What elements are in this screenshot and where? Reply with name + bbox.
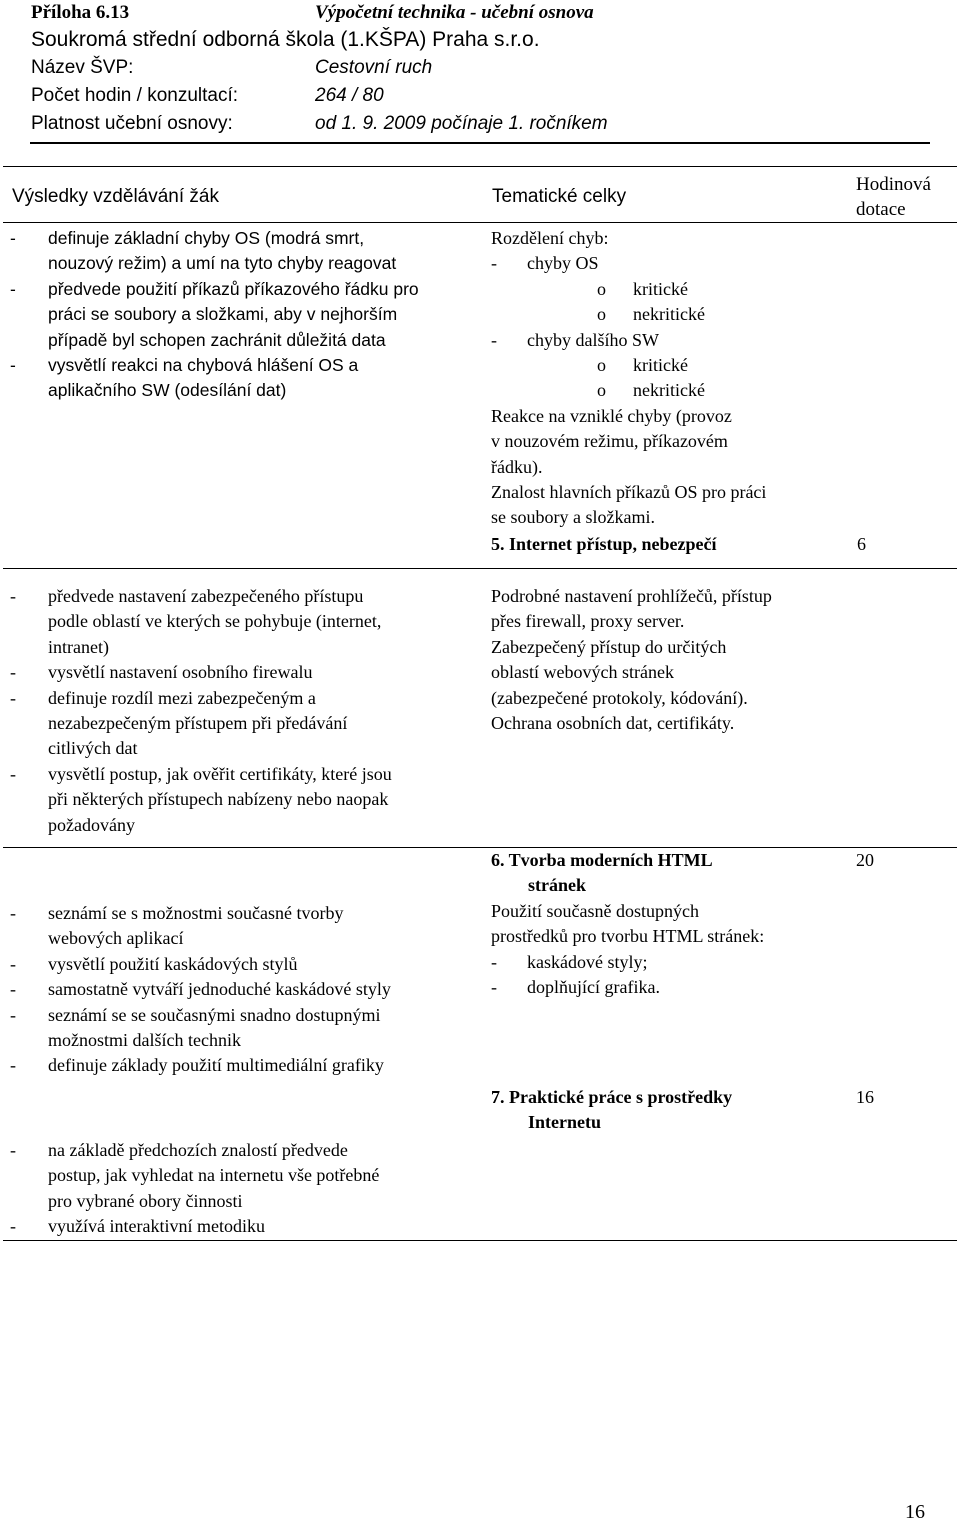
hours-header-line2: dotace xyxy=(856,199,906,220)
outcome-item: - definuje rozdíl mezi zabezpečeným a nezabezpečeným přístupem při předávání citlivých dat xyxy=(10,687,348,759)
section5-title: 5. Internet přístup, nebezpečí xyxy=(491,534,717,554)
hours-value: 264 / 80 xyxy=(315,85,384,106)
section6-border xyxy=(3,847,957,848)
svp-label: Název ŠVP: xyxy=(31,57,134,78)
section5-topics xyxy=(491,584,851,736)
section5-hours: 6 xyxy=(857,534,866,554)
outcome-item: - vysvětlí nastavení osobního firewalu xyxy=(10,662,313,683)
reaction-line: v nouzovém režimu, příkazovém xyxy=(491,431,728,452)
validity-value: od 1. 9. 2009 počínaje 1. ročníkem xyxy=(315,113,608,134)
outcome-item: - předvede použití příkazů příkazového řádku pro práci se soubory a složkami, aby v nejhorším případě byl schopen zachránit důležitá data xyxy=(10,278,419,350)
knowledge-line: se soubory a složkami. xyxy=(491,507,655,528)
reaction-line: řádku). xyxy=(491,456,543,477)
section5-border xyxy=(3,568,957,569)
course-title: Výpočetní technika - učební osnova xyxy=(315,2,594,23)
outcome-item: - definuje základy použití multimediální grafiky xyxy=(10,1055,384,1076)
school-name: Soukromá střední odborná škola (1.KŠPA) Praha s.r.o. xyxy=(31,28,540,51)
section6-title-line1: 6. Tvorba moderních HTML xyxy=(491,850,713,870)
topic-line: prostředků pro tvorbu HTML stránek: xyxy=(491,926,765,947)
topic-line: oblastí webových stránek xyxy=(491,662,674,683)
header-rule xyxy=(30,142,930,144)
outcome-item: - na základě předchozích znalostí předvede postup, jak vyhledat na internetu vše potřebné pro vybrané obory činnosti xyxy=(10,1140,380,1211)
outcome-item: - vysvětlí reakci na chybová hlášení OS a aplikačního SW (odesílání dat) xyxy=(10,355,359,401)
hours-label: Počet hodin / konzultací: xyxy=(31,85,239,106)
topic-line: Zabezpečený přístup do určitých xyxy=(491,636,727,657)
column-header-topics: Tematické celky xyxy=(492,186,627,207)
topic-item: - chyby dalšího SW xyxy=(491,329,659,350)
hours-header-line1: Hodinová xyxy=(856,174,931,195)
knowledge-line: Znalost hlavních příkazů OS pro práci xyxy=(491,482,767,503)
section5-outcomes xyxy=(3,584,473,838)
subtopic-item: o kritické xyxy=(597,355,688,376)
column-header-hours xyxy=(856,172,931,222)
outcome-item: - využívá interaktivní metodiku xyxy=(10,1216,265,1237)
section7-outcomes xyxy=(3,1138,473,1240)
topic-item: - doplňující grafika. xyxy=(491,977,660,998)
section6-outcomes xyxy=(3,901,473,1079)
outcome-item: - seznámí se se současnými snadno dostupnými možnostmi dalších technik xyxy=(10,1004,381,1051)
column-header-outcomes: Výsledky vzdělávání žák xyxy=(12,186,219,207)
outcome-item: - předvede nastavení zabezpečeného přístupu podle oblastí ve kterých se pohybuje (internet, intranet) xyxy=(10,586,382,657)
section7-title-line2: Internetu xyxy=(528,1112,601,1133)
section7-title-line1: 7. Praktické práce s prostředky xyxy=(491,1087,733,1107)
document-header xyxy=(31,0,608,138)
outcome-item: - seznámí se s možnostmi současné tvorby webových aplikací xyxy=(10,903,344,949)
table-top-border xyxy=(3,166,957,167)
topic-line: Podrobné nastavení prohlížečů, přístup xyxy=(491,586,772,606)
section7-title xyxy=(491,1085,732,1136)
topic-item: - kaskádové styly; xyxy=(491,951,648,972)
page-number: 16 xyxy=(905,1501,925,1523)
reaction-line: Reakce na vzniklé chyby (provoz xyxy=(491,405,732,426)
topic-item: - chyby OS xyxy=(491,253,599,274)
section7-hours: 16 xyxy=(856,1087,874,1107)
block1-outcomes xyxy=(3,226,473,404)
section6-title-line2: stránek xyxy=(528,875,586,896)
outcome-item: - samostatně vytváří jednoduché kaskádové styly xyxy=(10,979,391,1000)
subtopic-item: o nekritické xyxy=(597,380,705,401)
section6-topics xyxy=(491,899,851,1001)
section6-hours: 20 xyxy=(856,850,874,870)
subtopic-item: o nekritické xyxy=(597,304,705,325)
validity-label: Platnost učební osnovy: xyxy=(31,113,233,134)
topic-line: Ochrana osobních dat, certifikáty. xyxy=(491,713,735,734)
topic-line: Použití současně dostupných xyxy=(491,901,699,921)
table-bottom-border xyxy=(3,1240,957,1241)
svp-value: Cestovní ruch xyxy=(315,57,433,78)
outcome-item: - definuje základní chyby OS (modrá smrt, nouzový režim) a umí na tyto chyby reagovat xyxy=(10,228,397,274)
errors-intro: Rozdělení chyb: xyxy=(491,228,609,248)
annex-label: Příloha 6.13 xyxy=(31,2,130,23)
block1-topics xyxy=(491,226,851,531)
topic-line: (zabezpečené protokoly, kódování). xyxy=(491,687,748,708)
section6-title xyxy=(491,848,713,899)
header-row-border xyxy=(3,222,957,223)
outcome-item: - vysvětlí postup, jak ověřit certifikáty, které jsou při některých přístupech nabízeny nebo naopak požadovány xyxy=(10,763,392,835)
topic-line: přes firewall, proxy server. xyxy=(491,611,685,632)
outcome-item: - vysvětlí použití kaskádových stylů xyxy=(10,953,298,974)
subtopic-item: o kritické xyxy=(597,278,688,299)
